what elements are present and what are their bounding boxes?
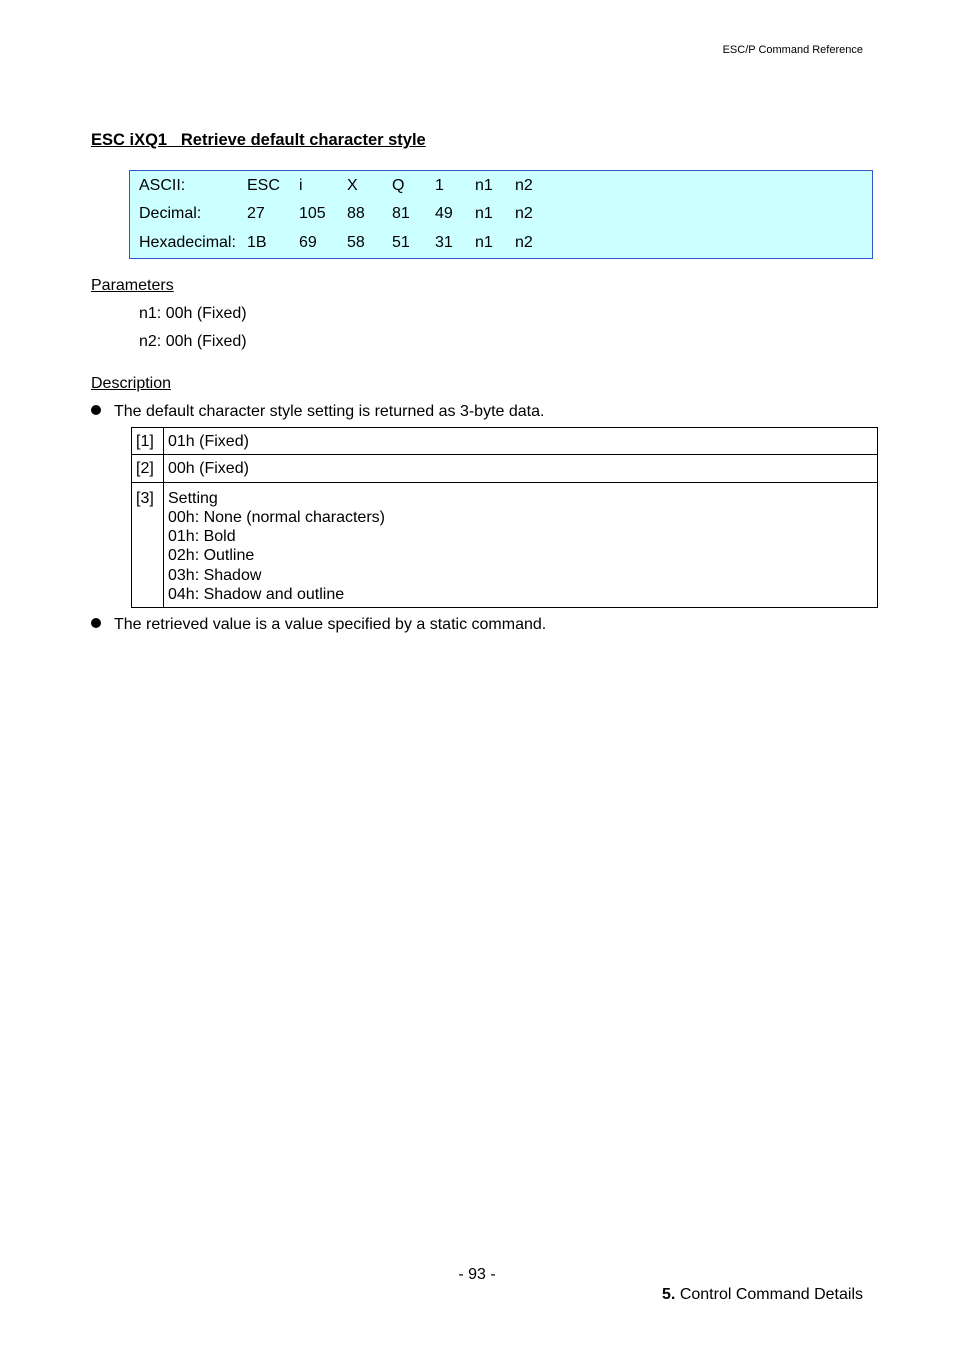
command-row-hexadecimal [130,234,872,254]
command-cell: n1 [475,177,493,194]
chapter-title: Control Command Details [675,1286,863,1303]
byte-value-line: 00h (Fixed) [168,460,249,478]
command-cell: 51 [392,234,410,251]
byte-value-line: 00h: None (normal characters) [168,508,385,526]
chapter-number: 5. [662,1286,676,1303]
command-cell: 31 [435,234,453,251]
description-bullet [91,616,546,634]
byte-index: [3] [132,482,164,608]
byte-index: [1] [132,428,164,455]
command-cell: 105 [299,205,326,222]
table-row [132,455,878,482]
description-heading: Description [91,375,172,392]
command-cell: n2 [515,205,533,222]
command-cell: X [347,177,358,194]
parameter-item: n2: 00h (Fixed) [139,333,247,350]
byte-value [164,482,878,608]
byte-value-line: 04h: Shadow and outline [168,586,345,604]
byte-value [164,455,878,482]
command-cell: 1 [435,177,444,194]
command-cell: ESC [247,177,280,194]
command-cell: 27 [247,205,265,222]
bullet-icon [91,405,101,415]
command-cell: n1 [475,205,493,222]
command-cell: n1 [475,234,493,251]
chapter-footer [662,1286,863,1304]
byte-index: [2] [132,455,164,482]
command-cell: 1B [247,234,267,251]
command-row-label: Decimal: [139,205,202,222]
command-sequence-box [129,170,873,259]
command-cell: 88 [347,205,365,222]
command-cell: 58 [347,234,365,251]
command-row-decimal [130,205,872,225]
command-row-label: Hexadecimal: [139,234,236,251]
byte-value-line: 03h: Shadow [168,566,262,584]
page-number: - 93 - [458,1266,496,1283]
byte-value-line: 01h (Fixed) [168,433,249,450]
command-cell: i [299,177,303,194]
bullet-text: The default character style setting is returned as 3-byte data. [114,403,545,420]
parameters-heading: Parameters [91,277,174,294]
command-cell: 69 [299,234,317,251]
parameter-item: n1: 00h (Fixed) [139,305,247,322]
command-cell: 49 [435,205,453,222]
command-row-label: ASCII: [139,177,186,194]
byte-value [164,428,878,455]
byte-value-line: 01h: Bold [168,528,236,546]
byte-value-line: Setting [168,489,218,507]
command-cell: 81 [392,205,410,222]
bullet-text: The retrieved value is a value specified by a static command. [114,616,547,633]
description-bullet [91,403,544,421]
page-title: ESC iXQ1 Retrieve default character style [91,131,426,149]
command-row-ascii [130,177,872,197]
command-cell: n2 [515,177,533,194]
table-row [132,482,878,608]
table-row [132,428,878,455]
header-reference: ESC/P Command Reference [722,44,863,56]
command-cell: Q [392,177,405,194]
byte-value-line: 02h: Outline [168,547,255,565]
response-bytes-table [131,427,878,608]
command-cell: n2 [515,234,533,251]
bullet-icon [91,618,101,628]
